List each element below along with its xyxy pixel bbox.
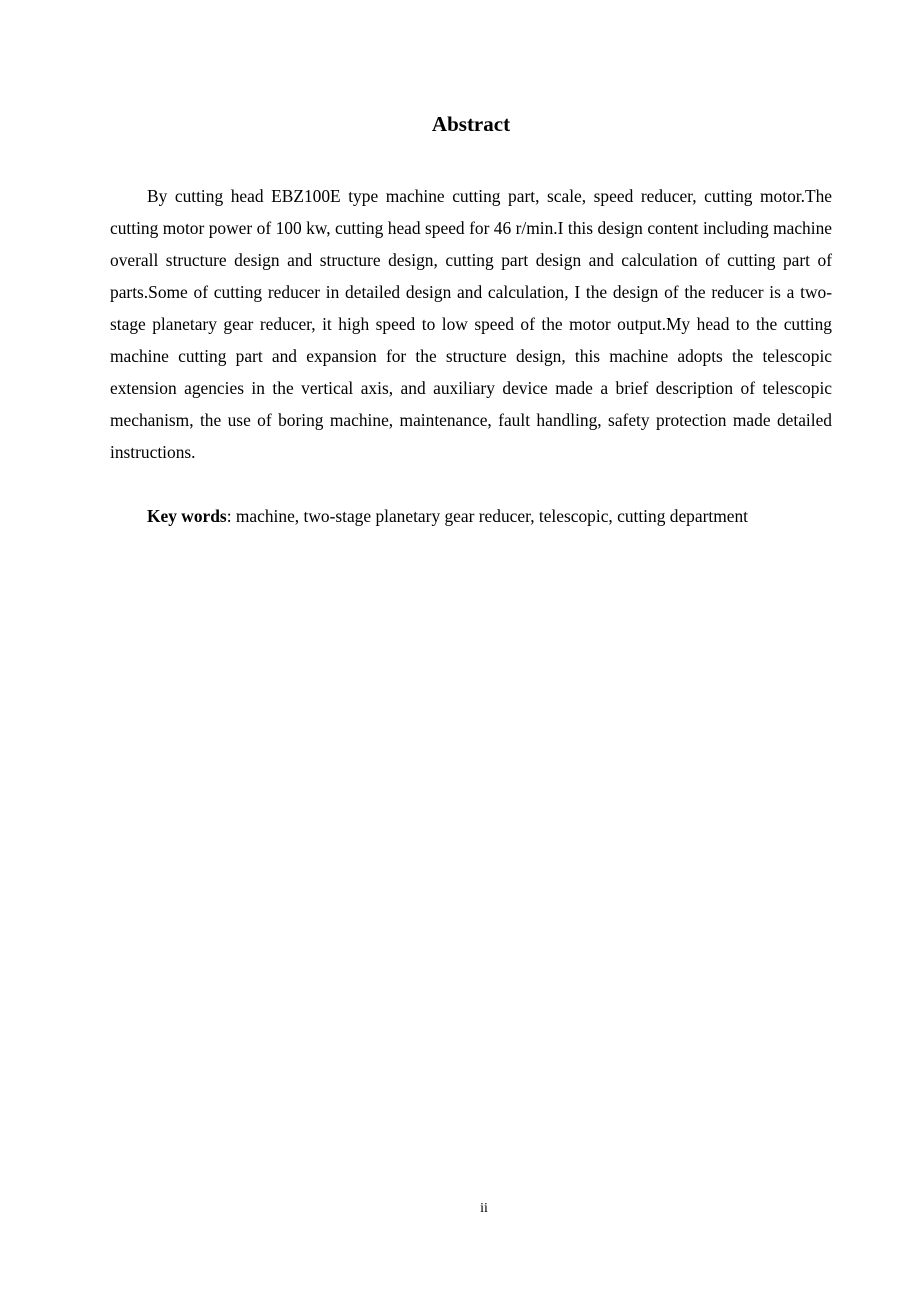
page-number: ii [480, 1201, 488, 1216]
page-title: Abstract [431, 112, 511, 136]
keywords-line [147, 500, 847, 532]
abstract-paragraph: By cutting head EBZ100E type machine cutting part, scale, speed reducer, cutting motor.The cutting motor power of 100 kw, cutting head speed for 46 r/min.I this design content including machine overall structure design and structure design, cutting part design and calculation of cutting part of parts.Some of cutting reducer in detailed design and calculation, I the design of the reducer is a two-stage planetary gear reducer, it high speed to low speed of the motor output.My head to the cutting machine cutting part and expansion for the structure design, this machine adopts the telescopic extension agencies in the vertical axis, and auxiliary device made a brief description of telescopic mechanism, the use of boring machine, maintenance, fault handling, safety protection made detailed instructions. [110, 186, 832, 462]
keywords-label: Key words [147, 506, 227, 526]
keywords-text: : machine, two-stage planetary gear reducer, telescopic, cutting department [226, 506, 748, 526]
